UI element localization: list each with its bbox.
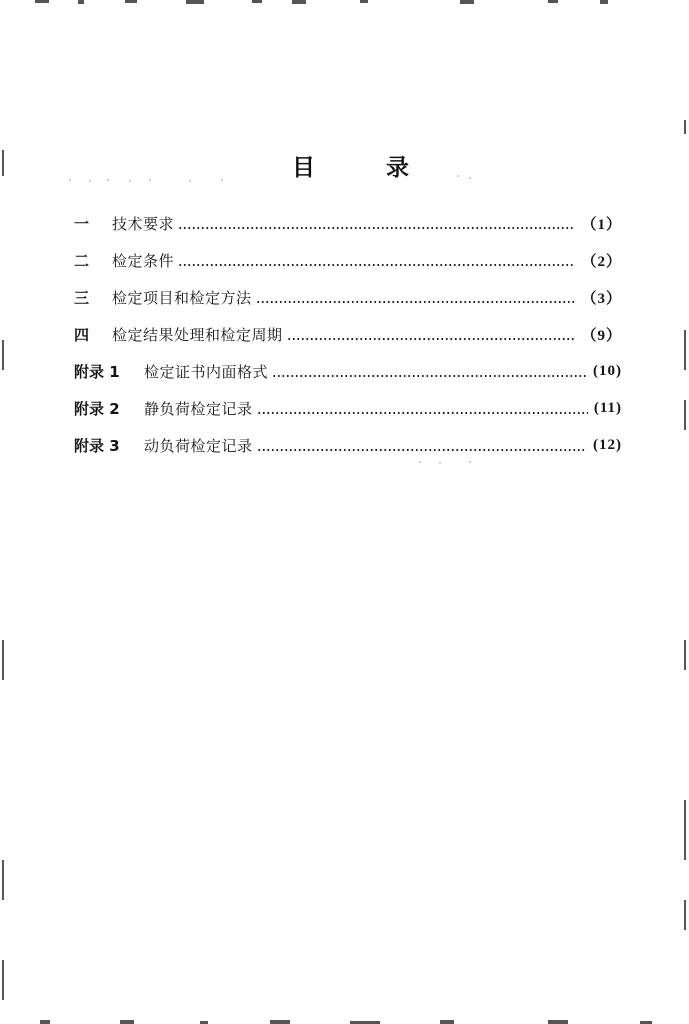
toc-entry-2[interactable]	[74, 242, 622, 279]
toc-entry-title: 动负荷检定记录	[144, 437, 253, 455]
toc-entry-number: 附录 3	[74, 437, 120, 455]
toc-entry-title: 检定结果处理和检定周期	[112, 326, 283, 344]
toc-entry-number: 三	[74, 289, 90, 307]
dot-leader	[257, 449, 587, 451]
toc-entry-title: 检定条件	[112, 252, 175, 270]
toc-entry-number: 附录 1	[74, 363, 120, 381]
toc-entry-appendix-2[interactable]	[74, 390, 622, 427]
toc-entry-3[interactable]	[74, 279, 622, 316]
dot-leader	[257, 412, 588, 414]
toc-entry-page: （1）	[581, 217, 622, 233]
dot-leader	[256, 301, 576, 303]
toc-entry-title: 检定证书内面格式	[144, 363, 269, 381]
toc-entry-number: 四	[74, 326, 90, 344]
toc-entry-title: 检定项目和检定方法	[112, 289, 252, 307]
title-char-2: 录	[386, 155, 409, 181]
toc-entry-number: 二	[74, 252, 90, 270]
toc-entry-appendix-1[interactable]	[74, 353, 622, 390]
table-of-contents	[74, 205, 622, 464]
toc-entry-page: (11)	[593, 400, 622, 416]
toc-entry-number: 附录 2	[74, 400, 120, 418]
dot-leader	[287, 338, 576, 340]
toc-entry-title: 技术要求	[112, 215, 175, 233]
toc-entry-title: 静负荷检定记录	[144, 400, 253, 418]
toc-entry-4[interactable]	[74, 316, 622, 353]
toc-entry-1[interactable]	[74, 205, 622, 242]
toc-entry-page: (12)	[593, 437, 622, 453]
dot-leader	[178, 227, 575, 229]
title-char-1: 目	[292, 155, 315, 181]
toc-entry-appendix-3[interactable]	[74, 427, 622, 464]
dot-leader	[272, 375, 587, 377]
toc-entry-page: （9）	[581, 328, 622, 344]
toc-entry-number: 一	[74, 215, 90, 233]
toc-entry-page: (10)	[593, 363, 622, 379]
toc-entry-page: （3）	[581, 291, 622, 307]
page-title	[0, 150, 689, 190]
toc-entry-page: （2）	[581, 254, 622, 270]
dot-leader	[178, 264, 575, 266]
